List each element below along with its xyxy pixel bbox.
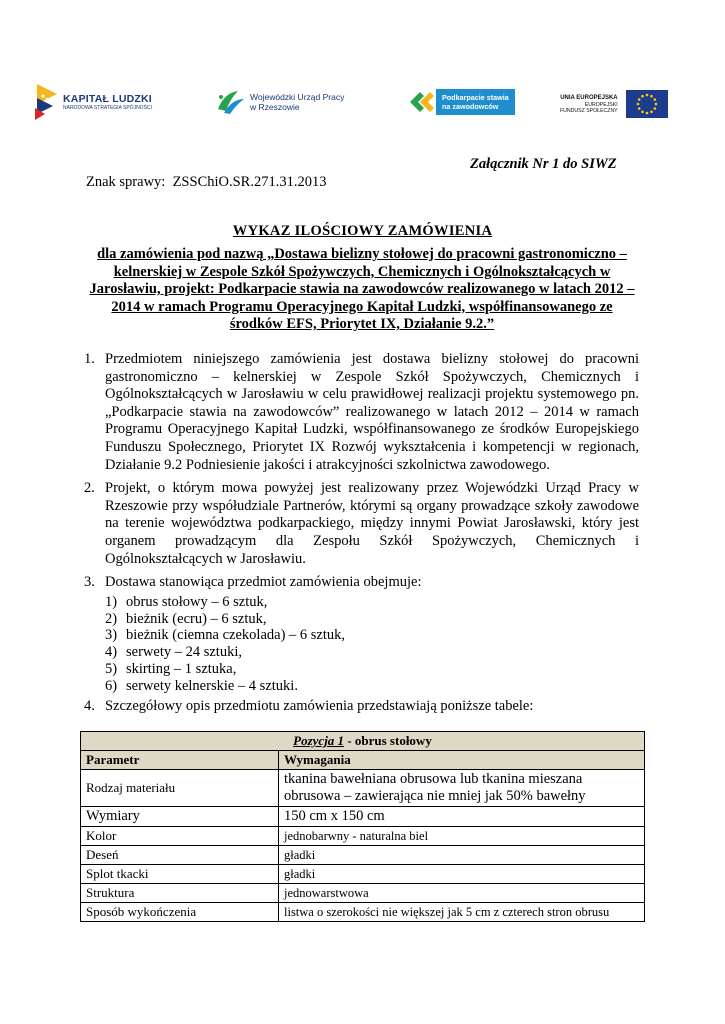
wup-name-line1: Wojewódzki Urząd Pracy bbox=[250, 92, 345, 102]
podkarpacie-line2: na zawodowców bbox=[442, 102, 499, 111]
specification-table bbox=[80, 731, 645, 922]
param-cell: Deseń bbox=[81, 846, 279, 865]
item-number: 6) bbox=[105, 677, 118, 694]
list-item bbox=[105, 678, 639, 695]
items-list bbox=[105, 594, 639, 695]
eu-flag-icon bbox=[626, 90, 668, 118]
header-param: Parametr bbox=[81, 751, 279, 770]
list-item bbox=[105, 661, 639, 678]
param-cell: Rodzaj materiału bbox=[81, 770, 279, 807]
point-number: 4. bbox=[84, 697, 95, 714]
wup-name-line2: w Rzeszowie bbox=[250, 102, 300, 112]
item-number: 5) bbox=[105, 660, 118, 677]
podkarpacie-line1: Podkarpacie stawia bbox=[442, 93, 509, 102]
table-row bbox=[81, 770, 645, 807]
document-subtitle: dla zamówienia pod nazwą „Dostawa bielizny stołowej do pracowni gastronomiczno – kelnerskiej w Zespole Szkół Spożywczych, Chemicznych i Ogólnokształcących w Jarosławiu, projekt: Podkarpacie stawia na zawodowców realizowanego w latach 2012 – 2014 w ramach Programu Operacyjnego Kapitał Ludzki, współfinansowanego ze środków EFS, Priorytet IX, Działanie 9.2.” bbox=[89, 246, 635, 332]
param-cell: Sposób wykończenia bbox=[81, 903, 279, 922]
points-list bbox=[84, 351, 639, 721]
point-number: 1. bbox=[84, 351, 95, 367]
item-text: serwety kelnerskie – 4 sztuki. bbox=[126, 677, 298, 694]
case-number: ZSSChiO.SR.271.31.2013 bbox=[172, 174, 327, 190]
table-header-row bbox=[81, 751, 645, 770]
eu-line3: FUNDUSZ SPOŁECZNY bbox=[560, 108, 618, 114]
value-cell: jednobarwny - naturalna biel bbox=[279, 827, 645, 846]
value-cell: 150 cm x 150 cm bbox=[279, 807, 645, 827]
param-cell: Splot tkacki bbox=[81, 865, 279, 884]
eu-line2: EUROPEJSKI bbox=[584, 101, 618, 108]
value-cell: gładki bbox=[279, 846, 645, 865]
list-item bbox=[105, 611, 639, 628]
table-position-row bbox=[81, 732, 645, 751]
kapital-ludzki-emblem-icon bbox=[33, 84, 59, 122]
value-cell: gładki bbox=[279, 865, 645, 884]
point-number: 3. bbox=[84, 574, 95, 591]
item-number: 3) bbox=[105, 627, 118, 644]
position-name: - obrus stołowy bbox=[344, 733, 432, 748]
list-item bbox=[105, 627, 639, 644]
case-number-line bbox=[86, 174, 326, 191]
podkarpacie-arrow-icon bbox=[408, 89, 436, 115]
position-label: Pozycja 1 bbox=[293, 733, 345, 748]
value-cell: tkanina bawełniana obrusowa lub tkanina mieszana obrusowa – zawierająca nie mniej jak 50% bawełny bbox=[279, 770, 645, 807]
logo-kapital-ludzki bbox=[33, 84, 152, 122]
list-item bbox=[105, 594, 639, 611]
point-number: 2. bbox=[84, 480, 95, 497]
point-text: Przedmiotem niniejszego zamówienia jest dostawa bielizny stołowej do pracowni gastronomiczno – kelnerskiej w Zespole Szkół Spożywczych, Chemicznych i Ogólnokształcących w Jarosławiu w celu prawidłowej realizacji projektu systemowego pn. „Podkarpacie stawia na zawodowców” realizowanego w latach 2012 – 2014 w ramach Programu Operacyjnego Kapitał Ludzki, współfinansowanego ze środków Europejskiego Funduszu Społecznego, Priorytet IX Rozwój wykształcenia i kompetencji w regionach, Działanie 9.2 Podniesienie jakości i atrakcyjności szkolnictwa zawodowego. bbox=[105, 351, 639, 473]
case-label: Znak sprawy: bbox=[86, 174, 166, 190]
point-item bbox=[84, 698, 639, 716]
table-row bbox=[81, 807, 645, 827]
point-item bbox=[84, 351, 639, 474]
logo-podkarpacie bbox=[408, 89, 515, 115]
item-number: 4) bbox=[105, 644, 118, 661]
param-cell: Kolor bbox=[81, 827, 279, 846]
table-row bbox=[81, 846, 645, 865]
item-number: 2) bbox=[105, 610, 118, 627]
point-text: Szczegółowy opis przedmiotu zamówienia przedstawiają poniższe tabele: bbox=[105, 697, 534, 714]
item-number: 1) bbox=[105, 593, 118, 610]
wup-leaf-icon bbox=[216, 89, 246, 115]
param-cell: Struktura bbox=[81, 884, 279, 903]
item-text: bieżnik (ciemna czekolada) – 6 sztuk, bbox=[126, 627, 346, 644]
document-title: WYKAZ ILOŚCIOWY ZAMÓWIENIA bbox=[232, 223, 493, 239]
logo-wup bbox=[216, 89, 344, 115]
table-row bbox=[81, 884, 645, 903]
point-text: Projekt, o którym mowa powyżej jest realizowany przez Wojewódzki Urząd Pracy w Rzeszowie przy współudziale Partnerów, którymi są organy prowadzące szkoły zawodowe na terenie województwa podkarpackiego, między innymi Powiat Jarosławski, który jest organem prowadzącym dla Zespołu Szkół Spożywczych, Chemicznych i Ogólnokształcących w Jarosławiu. bbox=[105, 480, 639, 567]
item-text: obrus stołowy – 6 sztuk, bbox=[126, 593, 268, 610]
header-requirements: Wymagania bbox=[279, 751, 645, 770]
item-text: serwety – 24 sztuki, bbox=[126, 644, 242, 661]
point-item bbox=[84, 574, 639, 694]
kapital-ludzki-title: KAPITAŁ LUDZKI bbox=[63, 93, 152, 105]
point-text: Dostawa stanowiąca przedmiot zamówienia obejmuje: bbox=[105, 574, 422, 591]
eu-line1: UNIA EUROPEJSKA bbox=[560, 94, 618, 101]
logo-eu bbox=[560, 90, 668, 118]
annex-label: Załącznik Nr 1 do SIWZ bbox=[470, 156, 617, 172]
table-row bbox=[81, 903, 645, 922]
table-row bbox=[81, 865, 645, 884]
item-text: bieżnik (ecru) – 6 sztuk, bbox=[126, 610, 267, 627]
position-cell bbox=[81, 732, 645, 751]
kapital-ludzki-subtitle: NARODOWA STRATEGIA SPÓJNOŚCI bbox=[63, 105, 152, 111]
table-row bbox=[81, 827, 645, 846]
param-cell: Wymiary bbox=[81, 807, 279, 827]
value-cell: listwa o szerokości nie większej jak 5 cm z czterech stron obrusu bbox=[279, 903, 645, 922]
value-cell: jednowarstwowa bbox=[279, 884, 645, 903]
point-item bbox=[84, 480, 639, 568]
list-item bbox=[105, 644, 639, 661]
item-text: skirting – 1 sztuka, bbox=[126, 660, 237, 677]
